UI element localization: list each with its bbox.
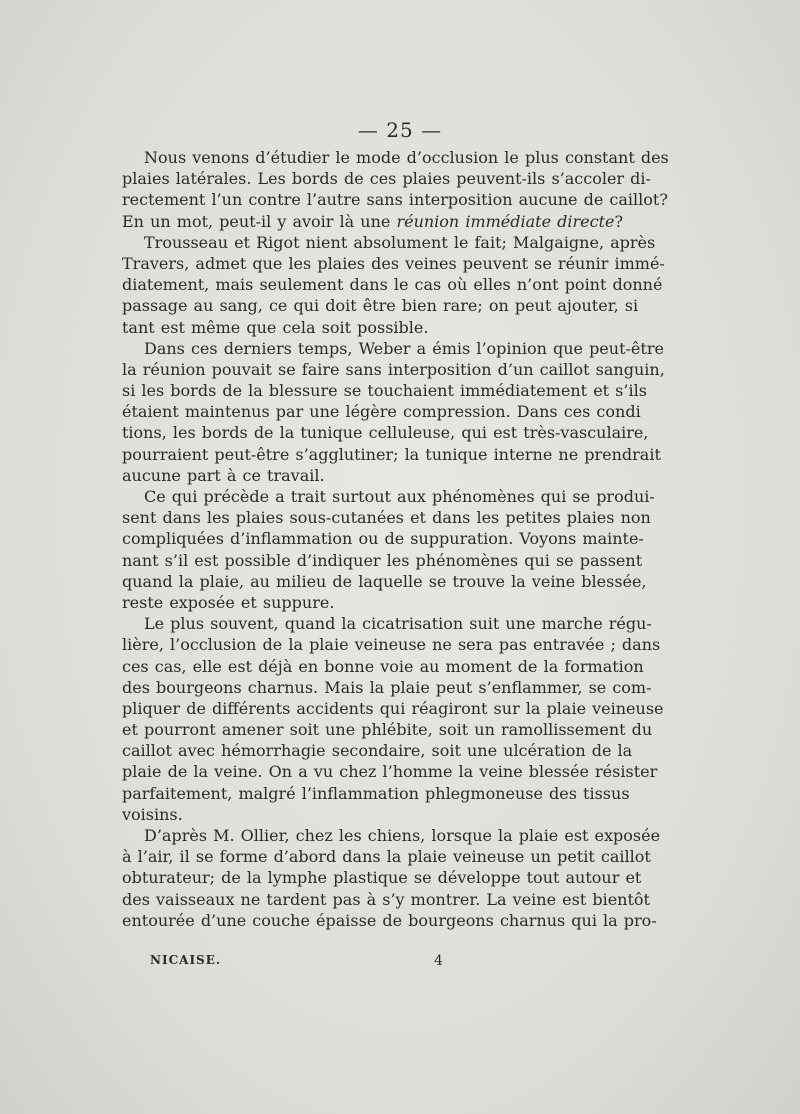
text-line xyxy=(122,846,651,867)
text-line xyxy=(122,189,668,210)
text-line xyxy=(122,507,651,528)
text-line-content: D’après M. Ollier, chez les chiens, lorsque la plaie est exposée xyxy=(144,826,661,845)
text-line-content: aucune part à ce travail. xyxy=(122,465,325,485)
text-line-content: tant est même que cela soit possible. xyxy=(122,317,429,337)
text-line-content: des bourgeons charnus. Mais la plaie peut s’enflammer, se com- xyxy=(122,677,652,697)
text-line-content: parfaitement, malgré l’inflammation phlegmoneuse des tissus xyxy=(122,783,630,803)
text-line-content: ces cas, elle est déjà en bonne voie au moment de la formation xyxy=(122,656,644,676)
text-line-content: diatement, mais seulement dans le cas où elles n’ont point donné xyxy=(122,275,663,295)
text-line-content: quand la plaie, au milieu de laquelle se trouve la veine blessée, xyxy=(122,571,647,591)
text-line-content: plaie de la veine. On a vu chez l’homme la veine blessée résister xyxy=(122,762,658,782)
italic-phrase: réunion immédiate directe xyxy=(396,211,615,231)
text-line-content: nant s’il est possible d’indiquer les phénomènes qui se passent xyxy=(122,550,643,570)
text-line-content: à l’air, il se forme d’abord dans la plaie veineuse un petit caillot xyxy=(122,847,651,867)
text-line xyxy=(122,465,614,486)
text-line xyxy=(122,168,651,189)
text-line xyxy=(122,613,652,634)
text-line xyxy=(122,761,658,782)
punctuation: ? xyxy=(614,211,624,231)
sheet-number: 4 xyxy=(434,953,444,969)
text-line-content: Trousseau et Rigot nient absolument le fait; Malgaigne, après xyxy=(144,232,656,252)
text-line-content: passage au sang, ce qui doit être bien rare; on peut ajouter, si xyxy=(122,296,639,316)
text-line-content: la réunion pouvait se faire sans interposition d’un caillot sanguin, xyxy=(122,359,665,379)
text-line xyxy=(122,253,665,274)
text-line xyxy=(122,804,614,825)
text-line-content: obturateur; de la lymphe plastique se développe tout autour et xyxy=(122,868,642,888)
text-line xyxy=(122,825,661,846)
body-text xyxy=(122,147,669,931)
text-line-content: et pourront amener soit une phlébite, soit un ramollissement du xyxy=(122,720,653,740)
text-line-content: Le plus souvent, quand la cicatrisation suit une marche régu- xyxy=(144,614,652,634)
text-line xyxy=(122,422,649,443)
text-line xyxy=(122,656,644,677)
text-line xyxy=(122,889,650,910)
text-line xyxy=(122,232,656,253)
text-line xyxy=(122,571,647,592)
text-line-content: Ce qui précède a trait surtout aux phénomènes qui se produi- xyxy=(144,487,655,506)
text-line xyxy=(122,380,647,401)
text-line-content: si les bords de la blessure se touchaient immédiatement et s’ils xyxy=(122,381,647,401)
text-line-content: Nous venons d’étudier le mode d’occlusion le plus constant des xyxy=(144,148,669,167)
text-line-content: caillot avec hémorrhagie secondaire, soit une ulcération de la xyxy=(122,741,633,761)
text-line-content: En un mot, peut-il y avoir là une xyxy=(122,211,391,231)
text-line-content: pliquer de différents accidents qui réagiront sur la plaie veineuse xyxy=(122,698,664,718)
text-line xyxy=(122,867,642,888)
text-line-content: Travers, admet que les plaies des veines peuvent se réunir immé- xyxy=(122,253,665,273)
text-line xyxy=(122,295,639,316)
text-line xyxy=(122,359,665,380)
text-line xyxy=(122,698,664,719)
text-line-content: sent dans les plaies sous-cutanées et dans les petites plaies non xyxy=(122,508,651,528)
text-line-content: rectement l’un contre l’autre sans interposition aucune de caillot? xyxy=(122,190,668,210)
text-line-content: lière, l’occlusion de la plaie veineuse ne sera pas entravée ; dans xyxy=(122,635,661,655)
text-line xyxy=(122,634,661,655)
text-line xyxy=(122,550,643,571)
signature-mark: NICAISE. xyxy=(150,953,222,967)
text-line-content: plaies latérales. Les bords de ces plaies peuvent-ils s’accoler di- xyxy=(122,169,651,189)
text-line xyxy=(122,783,630,804)
text-line xyxy=(122,592,614,613)
text-line xyxy=(122,719,653,740)
text-line xyxy=(122,211,624,232)
text-line xyxy=(122,401,641,422)
text-line xyxy=(122,486,655,507)
text-line-content: tions, les bords de la tunique celluleuse, qui est très-vasculaire, xyxy=(122,423,649,443)
text-line xyxy=(122,274,663,295)
text-line-content: Dans ces derniers temps, Weber a émis l’opinion que peut-être xyxy=(144,338,664,358)
text-line-content: reste exposée et suppure. xyxy=(122,592,335,612)
text-line xyxy=(122,677,652,698)
text-line-content: voisins. xyxy=(122,804,183,824)
text-line-content: compliquées d’inflammation ou de suppuration. Voyons mainte- xyxy=(122,529,644,549)
text-line xyxy=(122,317,614,338)
page-number: — 25 — xyxy=(357,118,443,142)
text-line xyxy=(122,740,633,761)
text-line-content: des vaisseaux ne tardent pas à s’y montrer. La veine est bientôt xyxy=(122,889,650,909)
text-line-content: pourraient peut-être s’agglutiner; la tunique interne ne prendrait xyxy=(122,444,661,464)
text-line-content: entourée d’une couche épaisse de bourgeons charnus qui la pro- xyxy=(122,910,657,930)
text-line xyxy=(122,528,644,549)
text-line xyxy=(122,910,657,931)
text-line xyxy=(122,444,661,465)
text-line xyxy=(122,147,669,168)
text-line-content: étaient maintenus par une légère compression. Dans ces condi xyxy=(122,402,641,422)
text-line xyxy=(122,338,664,359)
